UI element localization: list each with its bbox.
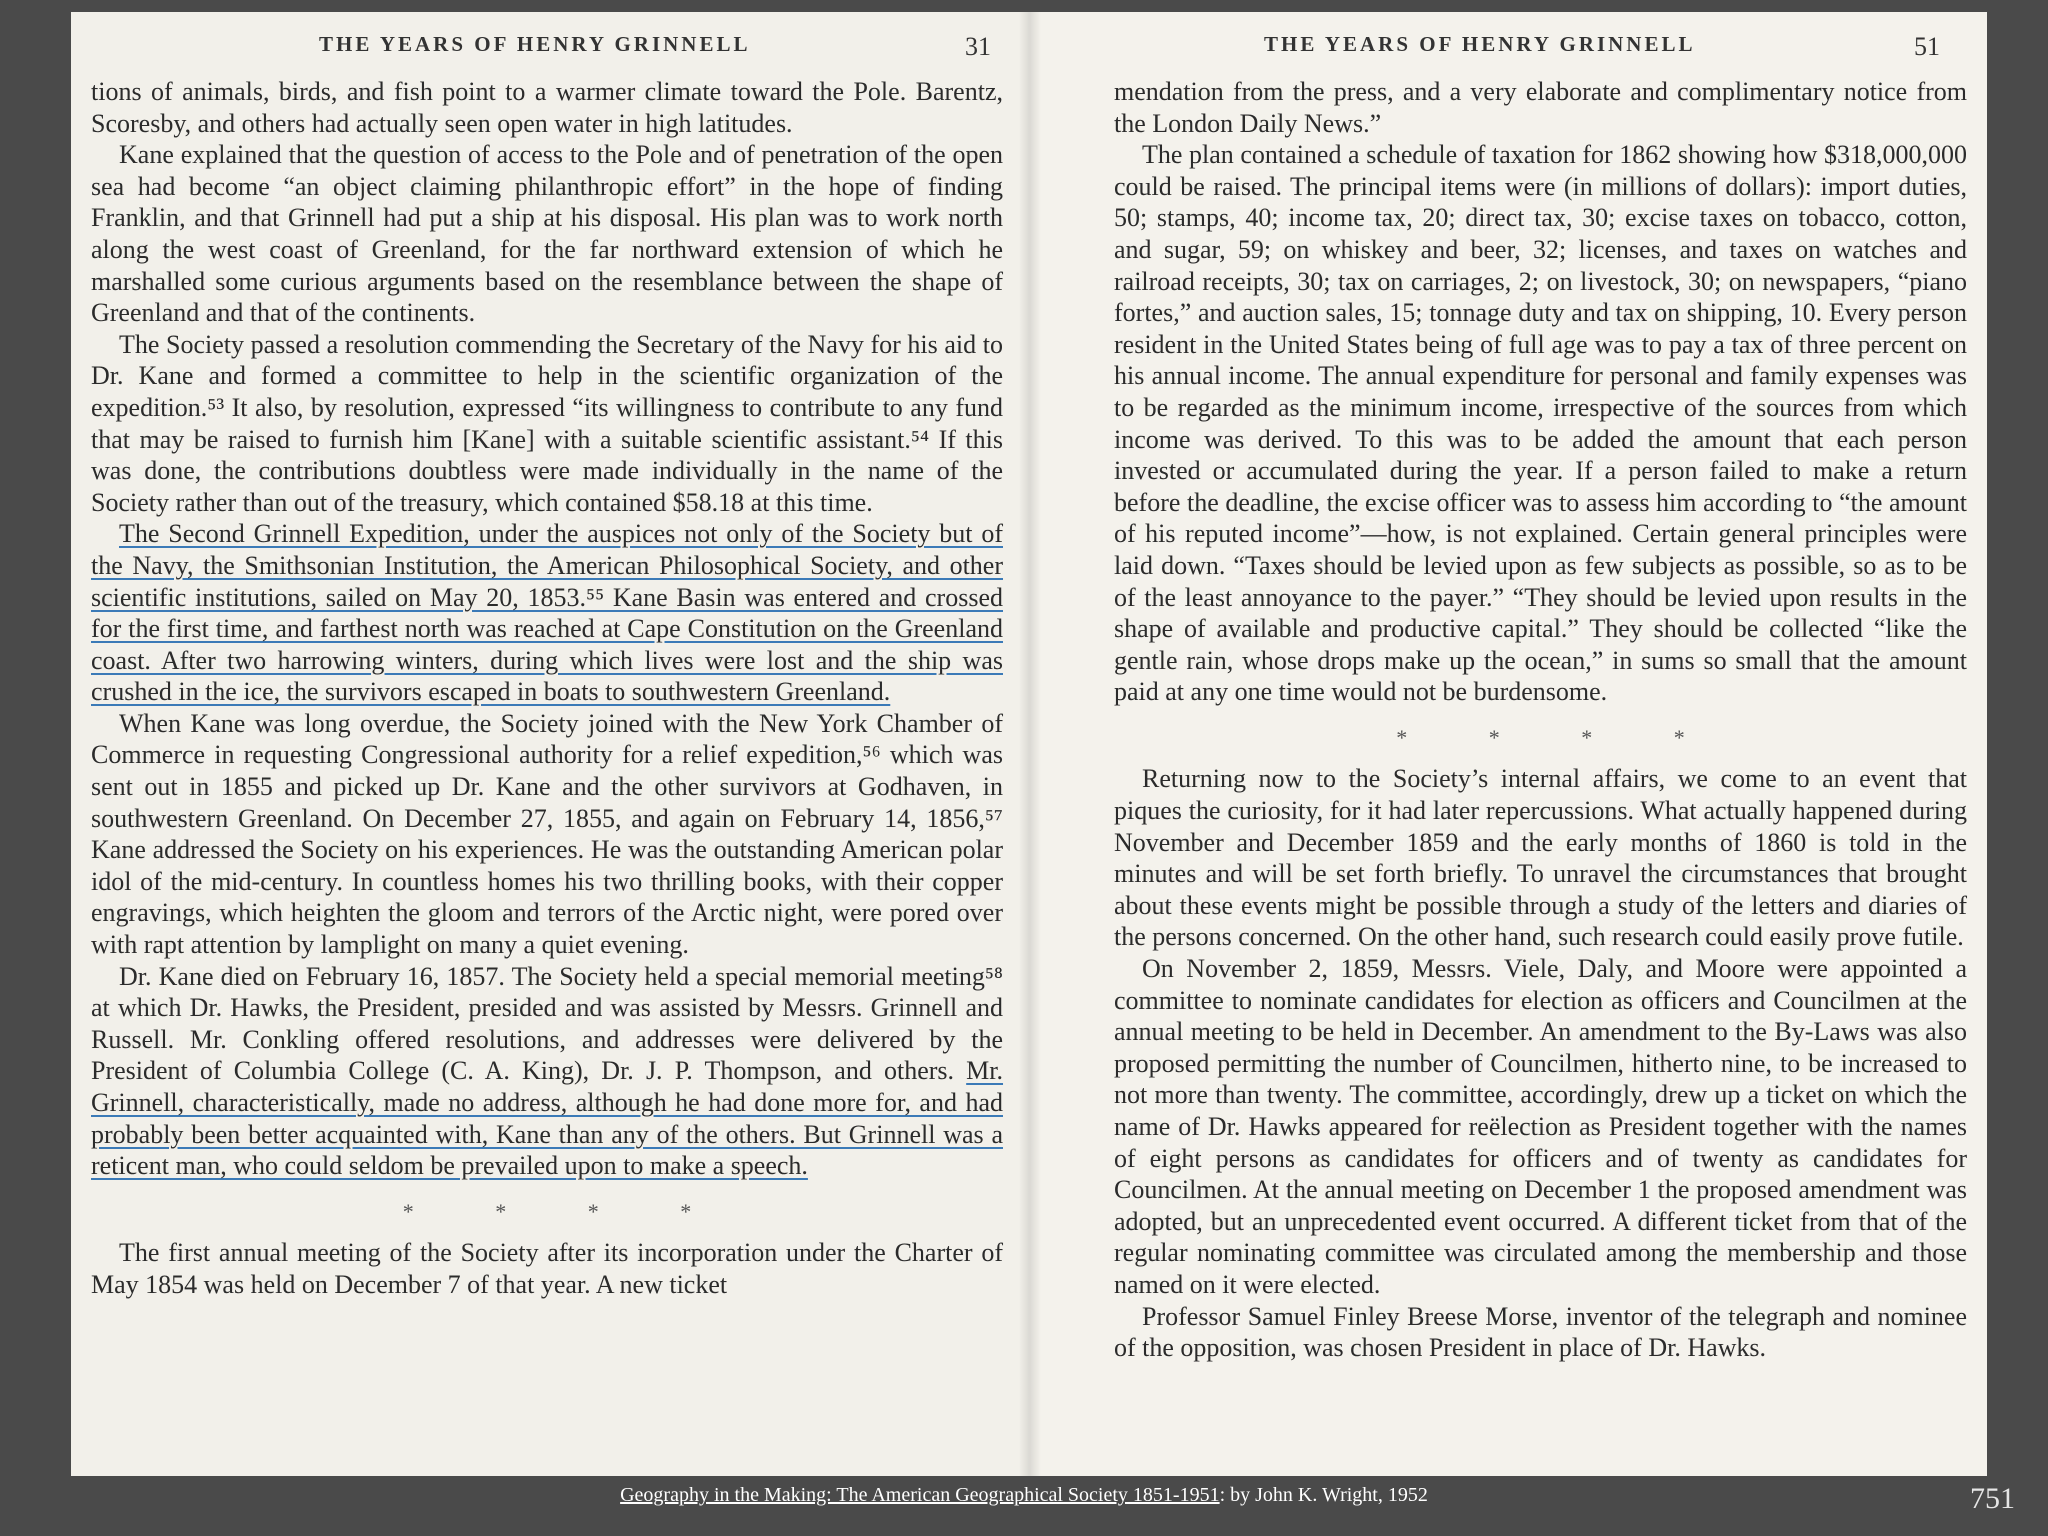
left-paragraph-5: When Kane was long overdue, the Society joined with the New York Chamber of Commerce in requesting Congressional authority for a relief expedition,⁵⁶ which was sent out in 1855 and picked up Dr. Kane and the other survivors at Godhaven, in southwestern Greenland. On December 27, 1855, and again on February 14, 1856,⁵⁷ Kane addressed the Society on his experiences. He was the outstanding American polar idol of the mid-century. In countless homes his two thrilling books, with their copper engravings, which heighten the gloom and terrors of the Arctic night, were pored over with rapt attention by lamplight on many a quiet evening.	[91, 708, 1003, 960]
slide-number: 751	[1970, 1482, 2015, 1515]
left-paragraph-7: The first annual meeting of the Society after its incorporation under the Charter of May 1854 was held on December 7 of that year. A new ticket	[91, 1238, 1003, 1299]
caption-book-link[interactable]: Geography in the Making: The American Geographical Society 1851-1951	[620, 1484, 1220, 1506]
right-running-head	[1264, 32, 1964, 62]
left-paragraph-2: Kane explained that the question of access to the Pole and of penetration of the open sea had become “an object claiming philanthropic effort” in the hope of finding Franklin, and that Grinnell had put a ship at his disposal. His plan was to work north along the west coast of Greenland, for the far northward extension of which he marshalled some curious arguments based on the resemblance between the shape of Greenland and that of the continents.	[91, 140, 1003, 328]
right-paragraph-2: The plan contained a schedule of taxation for 1862 showing how $318,000,000 could be raised. The principal items were (in millions of dollars): import duties, 50; stamps, 40; income tax, 20; direct tax, 30; excise taxes on tobacco, cotton, and sugar, 59; on whiskey and beer, 32; licenses, and taxes on watches and railroad receipts, 30; tax on carriages, 2; on livestock, 30; on newspapers, “piano fortes,” and auction sales, 15; tonnage duty and tax on shipping, 10. Every person resident in the United States being of full age was to pay a tax of three percent on his annual income. The annual expenditure for personal and family expenses was to be regarded as the minimum income, irrespective of the sources from which income was derived. To this was to be added the amount that each person invested or accumulated during the year. If a person failed to make a return before the deadline, the excise officer was to assess him according to “the amount of his reputed income”—how, is not explained. Certain general principles were laid down. “Taxes should be levied upon as few subjects as possible, so as to be of the least annoyance to the payer.” “They should be levied upon results in the shape of available and productive capital.” They should be collected “like the gentle rain, whose drops make up the ocean,” in sums so small that the amount paid at any one time would not be burdensome.	[1114, 140, 1967, 707]
left-section-break: * * * *	[402, 1198, 730, 1224]
left-page-number: 31	[965, 32, 991, 61]
highlighted-grinnell-text: Mr. Grinnell, characteristically, made no address, although he had done more for, and had probably been better acquainted with, Kane than any of the others. But Grinnell was a reticent man, who could seldom be prevailed upon to make a speech.	[91, 1056, 1004, 1181]
right-paragraph-3: Returning now to the Society’s internal affairs, we come to an event that piques the curiosity, for it had later repercussions. What actually happened during November and December 1859 and the early months of 1860 is told in the minutes and will be set forth briefly. To unravel the circumstances that brought about these events might be possible through a study of the letters and diaries of the persons concerned. On the other hand, such research could easily prove futile.	[1114, 764, 1967, 952]
right-paragraph-4: On November 2, 1859, Messrs. Viele, Daly, and Moore were appointed a committee to nominate candidates for election as officers and Councilmen at the annual meeting to be held in December. An amendment to the By-Laws was also proposed permitting the number of Councilmen, hitherto nine, to be increased to not more than twenty. The committee, accordingly, drew up a ticket on which the name of Dr. Hawks appeared for reëlection as President together with the names of eight persons as candidates for officers and of twenty as candidates for Councilmen. At the annual meeting on December 1 the proposed amendment was adopted, but an unprecedented event occurred. A different ticket from that of the regular nominating committee was circulated among the membership and those named on it were elected.	[1114, 954, 1967, 1299]
left-running-head	[319, 32, 1009, 62]
left-paragraph-6	[91, 961, 1003, 1182]
caption-author: : by John K. Wright, 1952	[1219, 1484, 1428, 1506]
left-text-column	[91, 76, 1003, 1301]
slide-caption	[0, 1484, 2048, 1507]
right-text-column	[1114, 76, 1967, 1364]
book-gutter	[1019, 12, 1041, 1476]
right-paragraph-1: mendation from the press, and a very elaborate and complimentary notice from the London Daily News.”	[1114, 77, 1967, 138]
right-running-head-title: THE YEARS OF HENRY GRINNELL	[1264, 32, 1696, 56]
book-scan	[71, 12, 1987, 1476]
left-paragraph-1: tions of animals, birds, and fish point to a warmer climate toward the Pole. Barentz, Scoresby, and others had actually seen open water in high latitudes.	[91, 77, 1003, 138]
left-paragraph-6-plain: Dr. Kane died on February 16, 1857. The Society held a special memorial meeting⁵⁸ at which Dr. Hawks, the President, presided and was assisted by Messrs. Grinnell and Russell. Mr. Conkling offered resolutions, and addresses were delivered by the President of Columbia College (C. A. King), Dr. J. P. Thompson, and others.	[91, 961, 1003, 1086]
left-paragraph-3: The Society passed a resolution commending the Secretary of the Navy for his aid to Dr. Kane and formed a committee to help in the scientific organization of the expedition.⁵³ It also, by resolution, expressed “its willingness to contribute to any fund that may be raised to furnish him [Kane] with a suitable scientific assistant.⁵⁴ If this was done, the contributions doubtless were made individually in the name of the Society rather than out of the treasury, which contained $58.18 at this time.	[91, 329, 1003, 517]
left-page	[71, 12, 1029, 1476]
right-section-break: * * * *	[1396, 724, 1723, 750]
right-paragraph-5: Professor Samuel Finley Breese Morse, inventor of the telegraph and nominee of the opposition, was chosen President in place of Dr. Hawks.	[1114, 1301, 1967, 1363]
left-paragraph-4-highlighted	[91, 518, 1003, 708]
right-page-number: 51	[1914, 32, 1940, 61]
right-page	[1029, 12, 1987, 1476]
left-running-head-title: THE YEARS OF HENRY GRINNELL	[319, 32, 751, 56]
highlighted-expedition-text: The Second Grinnell Expedition, under the auspices not only of the Society but of the Navy, the Smithsonian Institution, the American Philosophical Society, and other scientific institutions, sailed on May 20, 1853.⁵⁵ Kane Basin was entered and crossed for the first time, and farthest north was reached at Cape Constitution on the Greenland coast. After two harrowing winters, during which lives were lost and the ship was crushed in the ice, the survivors escaped in boats to southwestern Greenland.	[91, 519, 1003, 707]
